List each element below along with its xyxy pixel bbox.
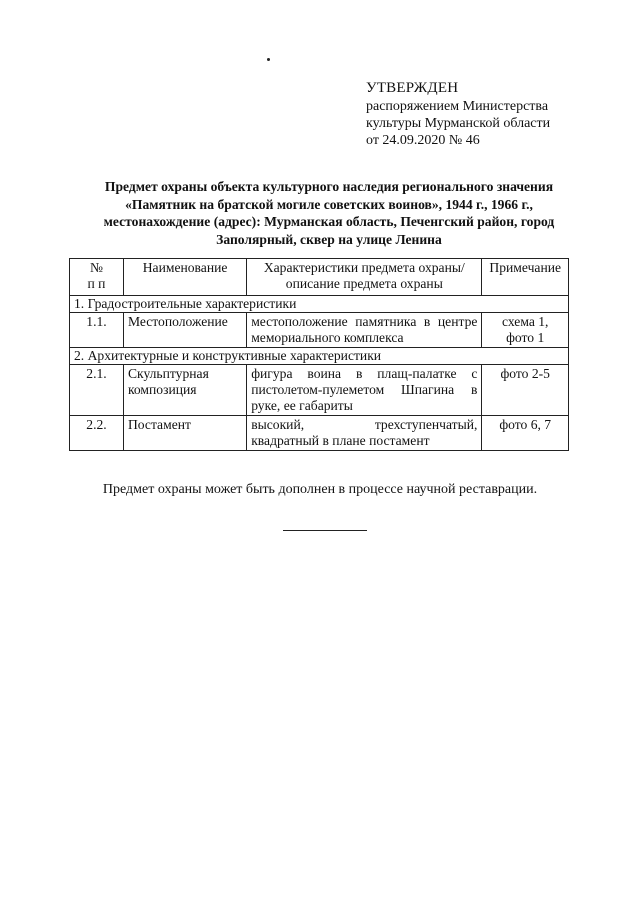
row-name: Скульптурная композиция: [123, 365, 246, 416]
row-note: фото 6, 7: [482, 416, 569, 451]
header-number-line-1: №: [89, 260, 103, 275]
header-name: Наименование: [123, 259, 246, 296]
row-number: 2.1.: [70, 365, 124, 416]
row-description: местоположение памятника в центре мемориального комплекса: [247, 313, 482, 348]
approval-line-1: распоряжением Министерства: [366, 99, 549, 114]
header-number: [70, 259, 124, 296]
section-row: [70, 296, 569, 313]
title-line-2: «Памятник на братской могиле советских воинов», 1944 г., 1966 г.,: [125, 196, 533, 212]
section-title: 1. Градостроительные характеристики: [70, 296, 569, 313]
table-header-row: [70, 259, 569, 296]
table-row: [70, 313, 569, 348]
title-line-1: Предмет охраны объекта культурного наследия регионального значения: [104, 179, 554, 194]
title-line-3: местонахождение (адрес): Мурманская область, Печенгский район, город: [103, 214, 555, 229]
row-description: высокий, трехступенчатый, квадратный в плане постамент: [247, 416, 482, 451]
footer-note: Предмет охраны может быть дополнен в процессе научной реставрации.: [102, 482, 538, 497]
approval-heading: УТВЕРЖДЕН: [366, 80, 459, 96]
protection-table: [69, 258, 569, 451]
document-title: [70, 178, 588, 248]
row-name: Местоположение: [123, 313, 246, 348]
title-line-4: Заполярный, сквер на улице Ленина: [216, 231, 442, 247]
approval-line-2: культуры Мурманской области: [366, 116, 551, 131]
header-characteristics-line-1: Характеристики предмета охраны/: [263, 260, 465, 275]
approval-stamp: [366, 80, 550, 149]
table-row: [70, 365, 569, 416]
row-description: фигура воина в плащ-палатке с пистолетом-пулеметом Шпагина в руке, ее габариты: [247, 365, 482, 416]
row-note: схема 1, фото 1: [482, 313, 569, 348]
row-name: Постамент: [123, 416, 246, 451]
header-number-line-2: п п: [87, 276, 106, 291]
header-characteristics: [247, 259, 482, 296]
stray-mark: [267, 58, 270, 61]
approval-line-3: от 24.09.2020 № 46: [366, 133, 480, 148]
row-note: фото 2-5: [482, 365, 569, 416]
header-note: Примечание: [482, 259, 569, 296]
section-row: [70, 348, 569, 365]
row-number: 2.2.: [70, 416, 124, 451]
section-title: 2. Архитектурные и конструктивные характеристики: [70, 348, 569, 365]
table-row: [70, 416, 569, 451]
row-number: 1.1.: [70, 313, 124, 348]
closing-rule: [283, 530, 367, 531]
header-characteristics-line-2: описание предмета охраны: [285, 276, 443, 291]
